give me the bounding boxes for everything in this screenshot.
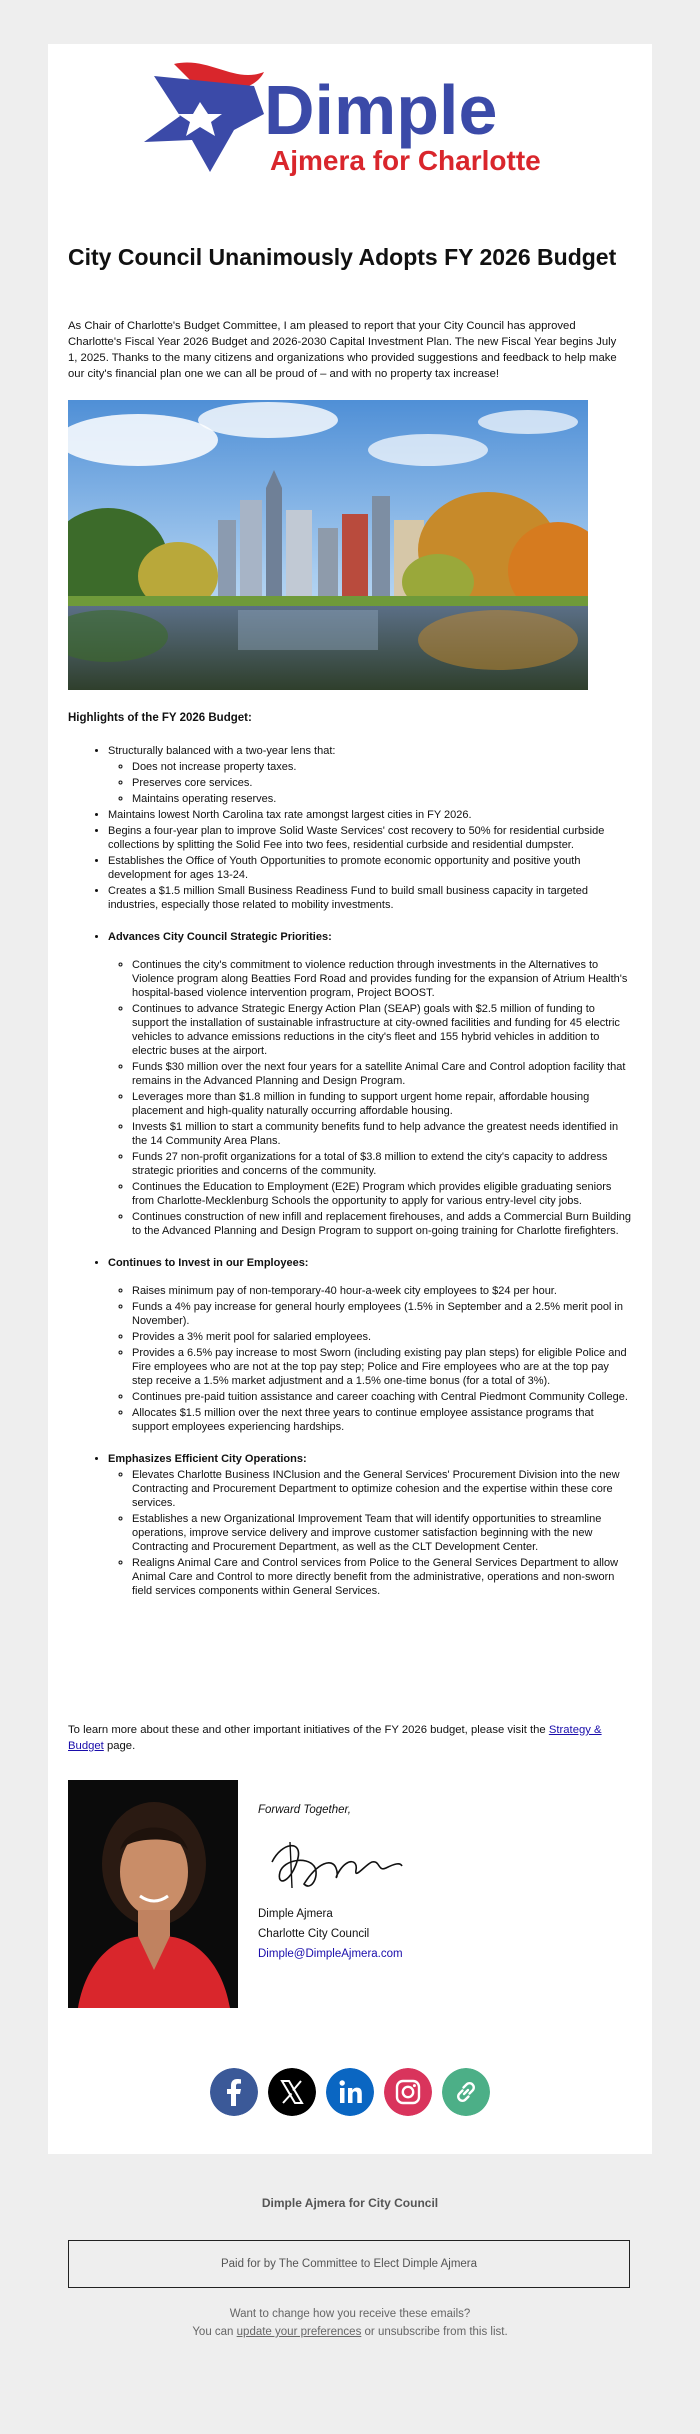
logo-tagline: Ajmera for Charlotte — [270, 145, 541, 176]
signoff: Forward Together, — [258, 1804, 351, 1816]
change-prompt: Want to change how you receive these emails? — [229, 2308, 471, 2320]
list-item: ◦ Allocates $1.5 million over the next three years to continue employee assistance programs that support employees experiencing hardships. — [132, 1406, 632, 1434]
email-card — [48, 44, 652, 2154]
list-item: ◦ Does not increase property taxes. — [132, 760, 632, 774]
highlights-list — [68, 744, 632, 1600]
list-item — [108, 744, 632, 806]
list-item: ◦ Funds $30 million over the next four years for a satellite Animal Care and Control adoption facility that remains in the Advanced Planning and Design Program. — [132, 1060, 632, 1088]
list-item: ◦ Realigns Animal Care and Control services from Police to the General Services Department to allow Animal Care and Control to more directly benefit from the administrative, operations and non-sworn field services components within General Services. — [132, 1556, 632, 1598]
social-links — [48, 2068, 652, 2120]
footer-org-name: Dimple Ajmera for City Council — [261, 2196, 439, 2210]
charlotte-skyline-image — [68, 400, 588, 690]
list-item: • Begins a four-year plan to improve Solid Waste Services' cost recovery to 50% for residential curbside collections by splitting the Solid Fee into two fees, residential curbside and residential dumpster. — [108, 824, 632, 852]
list-item: ◦ Continues pre-paid tuition assistance and career coaching with Central Piedmont Community College. — [132, 1390, 632, 1404]
list-item: ◦ Continues construction of new infill and replacement firehouses, and adds a Commercial Burn Building to the Advanced Planning and Design Program to support on-going training for Charlotte firefighters. — [132, 1210, 632, 1238]
handwritten-signature — [262, 1822, 412, 1900]
article-title: City Council Unanimously Adopts FY 2026 Budget — [68, 244, 617, 270]
list-item: ◦ Provides a 6.5% pay increase to most Sworn (including existing pay plan steps) for eligible Police and Fire employees who are not at the top pay step; Police and Fire employees who are at the top pay step receive a 1.5% market adjustment and a 1.5% one-time bonus (for a total of 3%). — [132, 1346, 632, 1388]
closing-text: To learn more about these and other important initiatives of the FY 2026 budget, please visit the — [68, 1724, 549, 1736]
email-link[interactable]: Dimple@DimpleAjmera.com — [258, 1948, 403, 1960]
closing-paragraph — [68, 1722, 628, 1754]
closing-text-end: page. — [103, 1740, 136, 1752]
list-item: ◦ Elevates Charlotte Business INClusion and the General Services' Procurement Division into the new Contracting and Procurement Department to optimize cohesion and the expertise within these core services. — [132, 1468, 632, 1510]
facebook-icon[interactable] — [210, 2068, 258, 2116]
instagram-icon[interactable] — [384, 2068, 432, 2116]
website-link-icon[interactable] — [442, 2068, 490, 2116]
article-intro: As Chair of Charlotte's Budget Committee, I am pleased to report that your City Council has approved Charlotte's Fiscal Year 2026 Budget and 2026-2030 Capital Investment Plan. The new Fiscal Year begins July 1, 2025. Thanks to the many citizens and organizations who provided suggestions and feedback to help make our city's financial plan one we can all be proud of – and with no property tax increase! — [68, 320, 617, 380]
list-item: ◦ Maintains operating reserves. — [132, 792, 632, 806]
update-preferences-link[interactable]: update your preferences — [236, 2326, 362, 2338]
list-item: ◦ Preserves core services. — [132, 776, 632, 790]
section-operations — [108, 1452, 632, 1598]
dimple-ajmera-photo — [68, 1780, 238, 2008]
section-strategic — [108, 930, 632, 1238]
list-item: • Creates a $1.5 million Small Business Readiness Fund to build small business capacity in targeted industries, especially those related to mobility investments. — [108, 884, 632, 912]
x-icon[interactable] — [268, 2068, 316, 2116]
strategy-budget-link[interactable]: Strategy & Budget — [68, 1724, 602, 1752]
section-title: Emphasizes Efficient City Operations: — [108, 1453, 307, 1465]
list-item: ◦ Establishes a new Organizational Improvement Team that will identify opportunities to streamline operations, improve service delivery and improve customer satisfaction beginning with the new Contracting and Procurement Department, as well as the CLT Development Center. — [132, 1512, 632, 1554]
list-item: ◦ Funds 27 non-profit organizations for a total of $3.8 million to extend the city's capacity to address strategic priorities and concerns of the community. — [132, 1150, 632, 1178]
list-item: ◦ Continues the Education to Employment (E2E) Program which provides eligible graduating seniors from Charlotte-Mecklenburg Schools the opportunity to apply for various entry-level city jobs. — [132, 1180, 632, 1208]
section-title: Advances City Council Strategic Priorities: — [108, 931, 332, 943]
linkedin-icon[interactable] — [326, 2068, 374, 2116]
list-item: ◦ Raises minimum pay of non-temporary-40 hour-a-week city employees to $24 per hour. — [132, 1284, 632, 1298]
preferences-line — [0, 2326, 700, 2338]
signer-name: Dimple Ajmera — [258, 1908, 333, 1920]
logo-wordmark: Dimple — [264, 71, 498, 149]
item-structurally: Structurally balanced with a two-year lens that: — [108, 745, 336, 757]
list-item: ◦ Provides a 3% merit pool for salaried employees. — [132, 1330, 632, 1344]
paid-for-disclaimer: Paid for by The Committee to Elect Dimple Ajmera — [68, 2240, 630, 2288]
highlights-heading: Highlights of the FY 2026 Budget: — [68, 712, 252, 724]
unsubscribe-text: or unsubscribe from this list. — [361, 2326, 508, 2338]
list-item: ◦ Funds a 4% pay increase for general hourly employees (1.5% in September and a 2.5% merit pool in November). — [132, 1300, 632, 1328]
list-item: ◦ Invests $1 million to start a community benefits fund to help advance the greatest needs identified in the 14 Community Area Plans. — [132, 1120, 632, 1148]
list-item: ◦ Leverages more than $1.8 million in funding to support urgent home repair, affordable housing placement and high-quality naturally occurring affordable housing. — [132, 1090, 632, 1118]
list-item: • Establishes the Office of Youth Opportunities to promote economic opportunity and positive youth development for ages 13-24. — [108, 854, 632, 882]
list-item: ◦ Continues to advance Strategic Energy Action Plan (SEAP) goals with $2.5 million of funding to support the installation of sustainable infrastructure at city-owned facilities and funding for 45 electric vehicles to advance emissions reductions in the city's fleet and 155 hybrid vehicles in addition to electric buses at the airport. — [132, 1002, 632, 1058]
list-item: ◦ Continues the city's commitment to violence reduction through investments in the Alternatives to Violence program along Beatties Ford Road and provides funding for the expansion of Atrium Health's hospital-based violence intervention program, Project BOOST. — [132, 958, 632, 1000]
signature-block — [258, 1800, 558, 1964]
section-title: Continues to Invest in our Employees: — [108, 1257, 309, 1269]
list-item: • Maintains lowest North Carolina tax rate amongst largest cities in FY 2026. — [108, 808, 632, 822]
signer-role: Charlotte City Council — [258, 1928, 370, 1940]
section-employees — [108, 1256, 632, 1434]
campaign-logo — [114, 54, 594, 184]
preferences-text: You can — [192, 2326, 237, 2338]
